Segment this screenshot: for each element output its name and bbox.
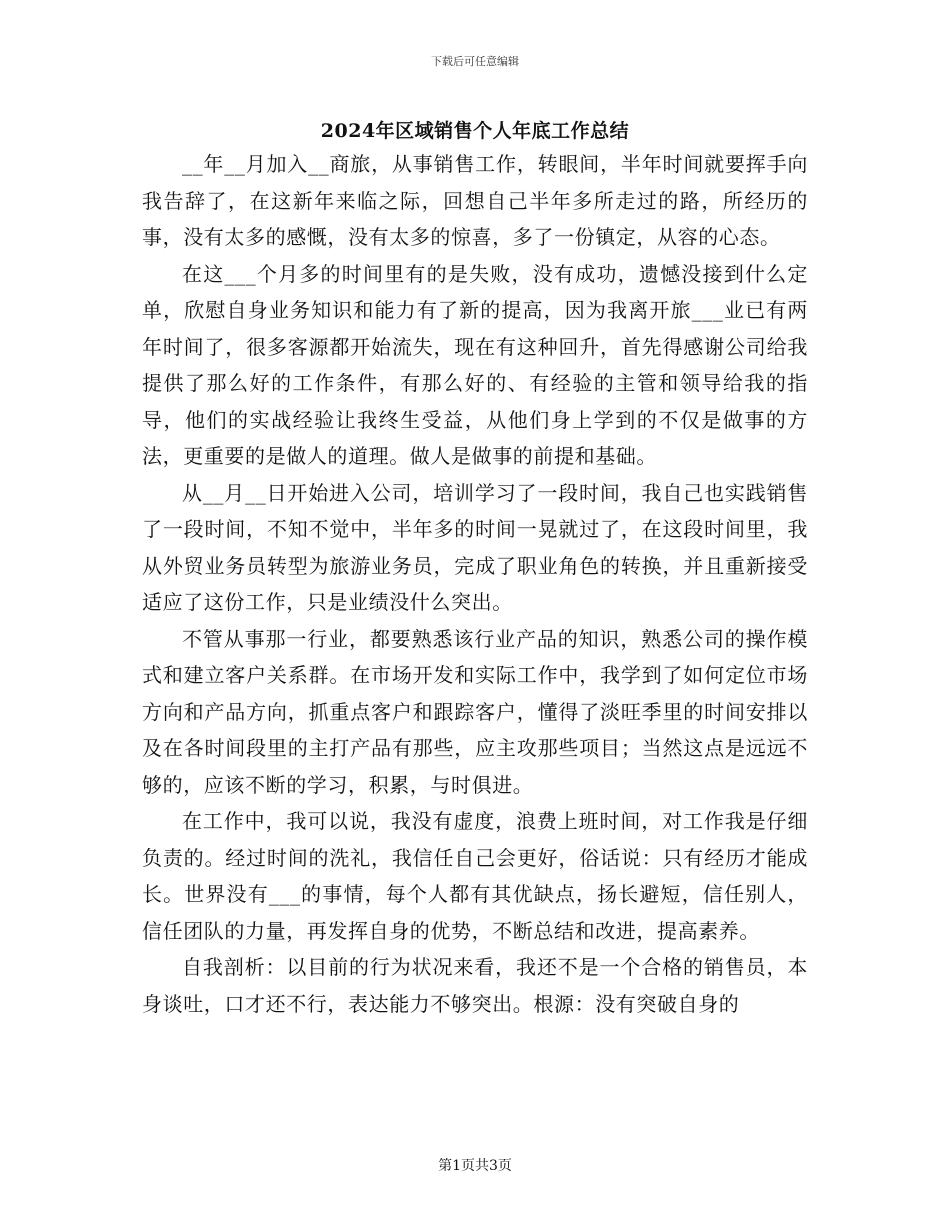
paragraph-6: 自我剖析：以目前的行为状况来看，我还不是一个合格的销售员，本身谈吐，口才还不行，表达能力不够突出。根源：没有突破自身的: [142, 955, 808, 1016]
page-number-footer: 第1页共3页: [438, 1158, 512, 1174]
header-note: 下载后可任意编辑: [431, 55, 519, 68]
document-body: [142, 146, 808, 1022]
paragraph-3: 从__月__日开始进入公司，培训学习了一段时间，我自己也实践销售了一段时间，不知不觉中，半年多的时间一晃就过了，在这段时间里，我从外贸业务员转型为旅游业务员，完成了职业角色的转换，并且重新接受适应了这份工作，只是业绩没什么突出。: [142, 480, 808, 614]
document-title: 2024年区域销售个人年底工作总结: [320, 120, 630, 142]
paragraph-2: 在这___个月多的时间里有的是失败，没有成功，遗憾没接到什么定单，欣慰自身业务知识和能力有了新的提高，因为我离开旅___业已有两年时间了，很多客源都开始流失，现在有这种回升，首先得感谢公司给我提供了那么好的工作条件，有那么好的、有经验的主管和领导给我的指导，他们的实战经验让我终生受益，从他们身上学到的不仅是做事的方法，更重要的是做人的道理。做人是做事的前提和基础。: [142, 261, 808, 468]
paragraph-5: 在工作中，我可以说，我没有虚度，浪费上班时间，对工作我是仔细负责的。经过时间的洗礼，我信任自己会更好，俗话说：只有经历才能成长。世界没有___的事情，每个人都有其优缺点，扬长避短，信任别人，信任团队的力量，再发挥自身的优势，不断总结和改进，提高素养。: [142, 809, 808, 943]
paragraph-4: 不管从事那一行业，都要熟悉该行业产品的知识，熟悉公司的操作模式和建立客户关系群。在市场开发和实际工作中，我学到了如何定位市场方向和产品方向，抓重点客户和跟踪客户，懂得了淡旺季里的时间安排以及在各时间段里的主打产品有那些，应主攻那些项目；当然这点是远远不够的，应该不断的学习，积累，与时俱进。: [142, 626, 808, 797]
paragraph-1: __年__月加入__商旅，从事销售工作，转眼间，半年时间就要挥手向我告辞了，在这新年来临之际，回想自己半年多所走过的路，所经历的事，没有太多的感慨，没有太多的惊喜，多了一份镇定，从容的心态。: [142, 152, 808, 249]
